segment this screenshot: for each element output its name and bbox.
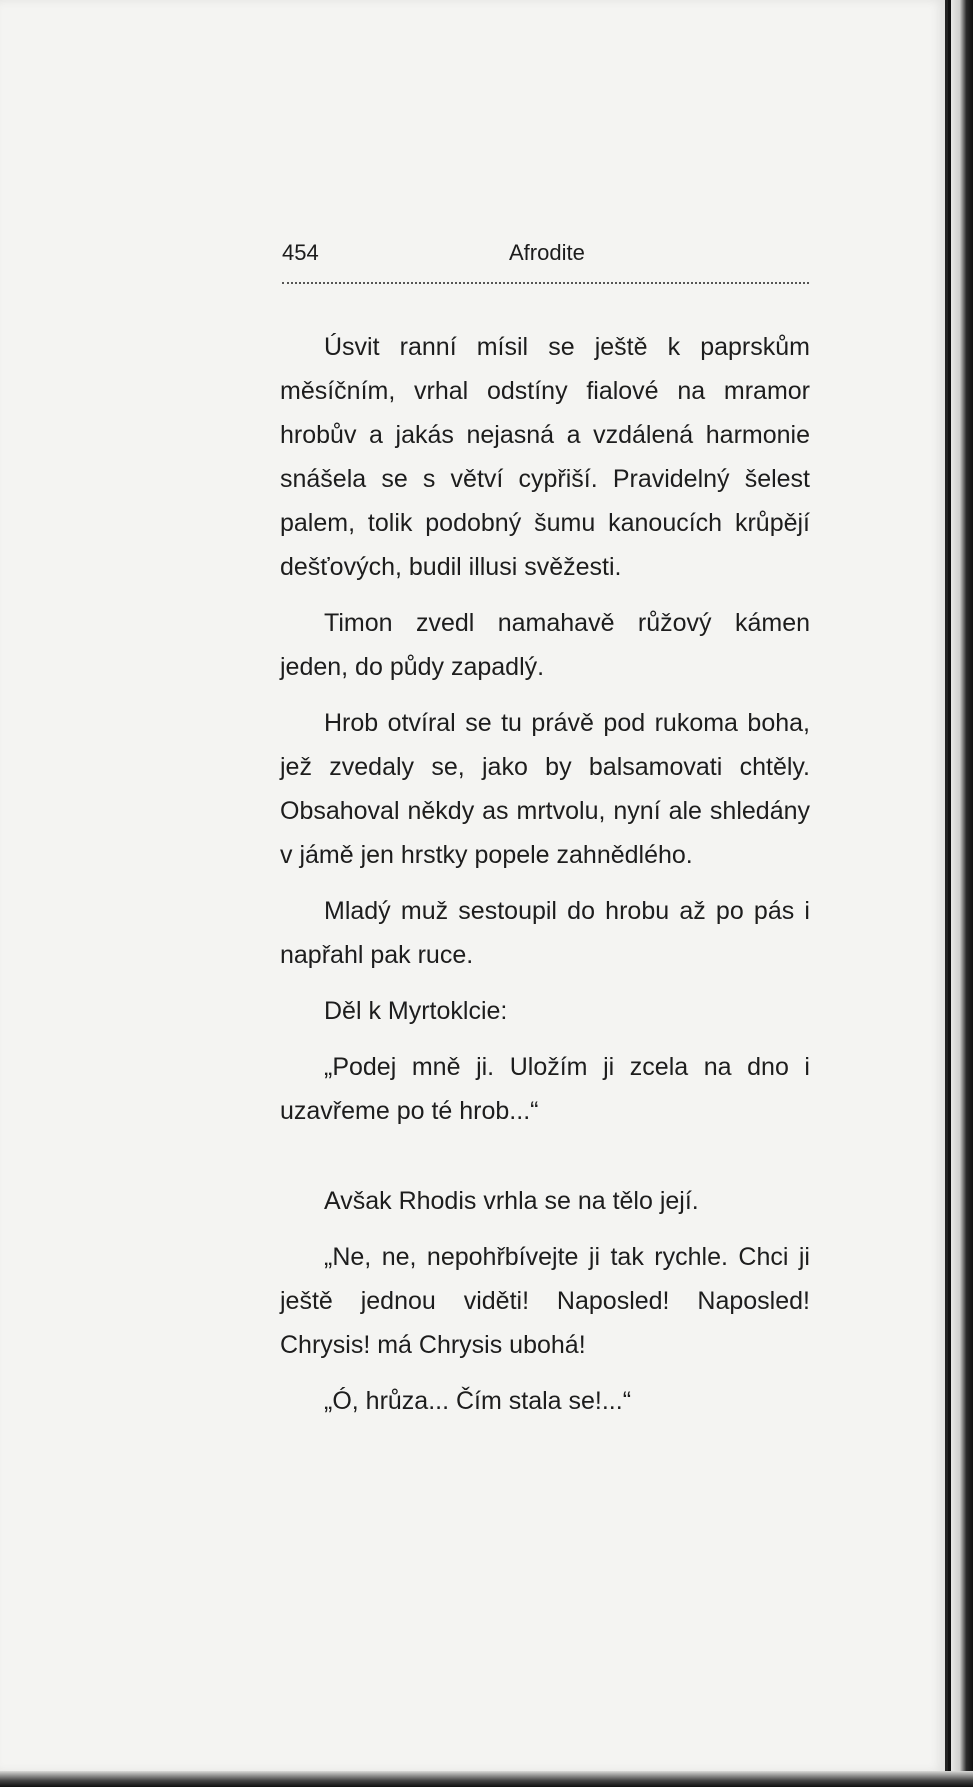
page-header [282, 240, 809, 274]
body-text [280, 325, 810, 1435]
paragraph: Úsvit ranní mísil se ještě k paprskům měsíčním, vrhal odstíny fialové na mramor hrobův a jakás nejasná a vzdálená harmonie snášela se s větví cypřiší. Pravidelný šelest palem, tolik podobný šumu kanoucích krůpějí dešťových, budil illusi svěžesti. [280, 333, 810, 581]
paragraph: Hrob otvíral se tu právě pod rukoma boha, jež zvedaly se, jako by balsamovati chtěly. Obsahoval někdy as mrtvolu, nyní ale shledány v jámě jen hrstky popele zahnědlého. [280, 709, 810, 869]
page-edge-shadow [951, 0, 973, 1787]
paragraph: „Ó, hrůza... Čím stala se!...“ [324, 1387, 632, 1415]
page-bottom-shadow [0, 1771, 973, 1787]
paragraph: Timon zvedl namahavě růžový kámen jeden, do půdy zapadlý. [280, 609, 810, 681]
paragraph: Děl k Myrtoklcie: [324, 997, 508, 1025]
header-rule [282, 282, 809, 284]
paragraph: „Ne, ne, nepohřbívejte ji tak rychle. Chci ji ještě jednou viděti! Naposled! Naposled! Chrysis! má Chrysis ubohá! [280, 1243, 810, 1359]
page-number: 454 [282, 240, 319, 265]
paragraph: Mladý muž sestoupil do hrobu až po pás i napřahl pak ruce. [280, 897, 810, 969]
paragraph: Avšak Rhodis vrhla se na tělo její. [324, 1187, 699, 1215]
paragraph: „Podej mně ji. Uložím ji zcela na dno i uzavřeme po té hrob...“ [280, 1053, 810, 1125]
running-title: Afrodite [509, 240, 585, 265]
